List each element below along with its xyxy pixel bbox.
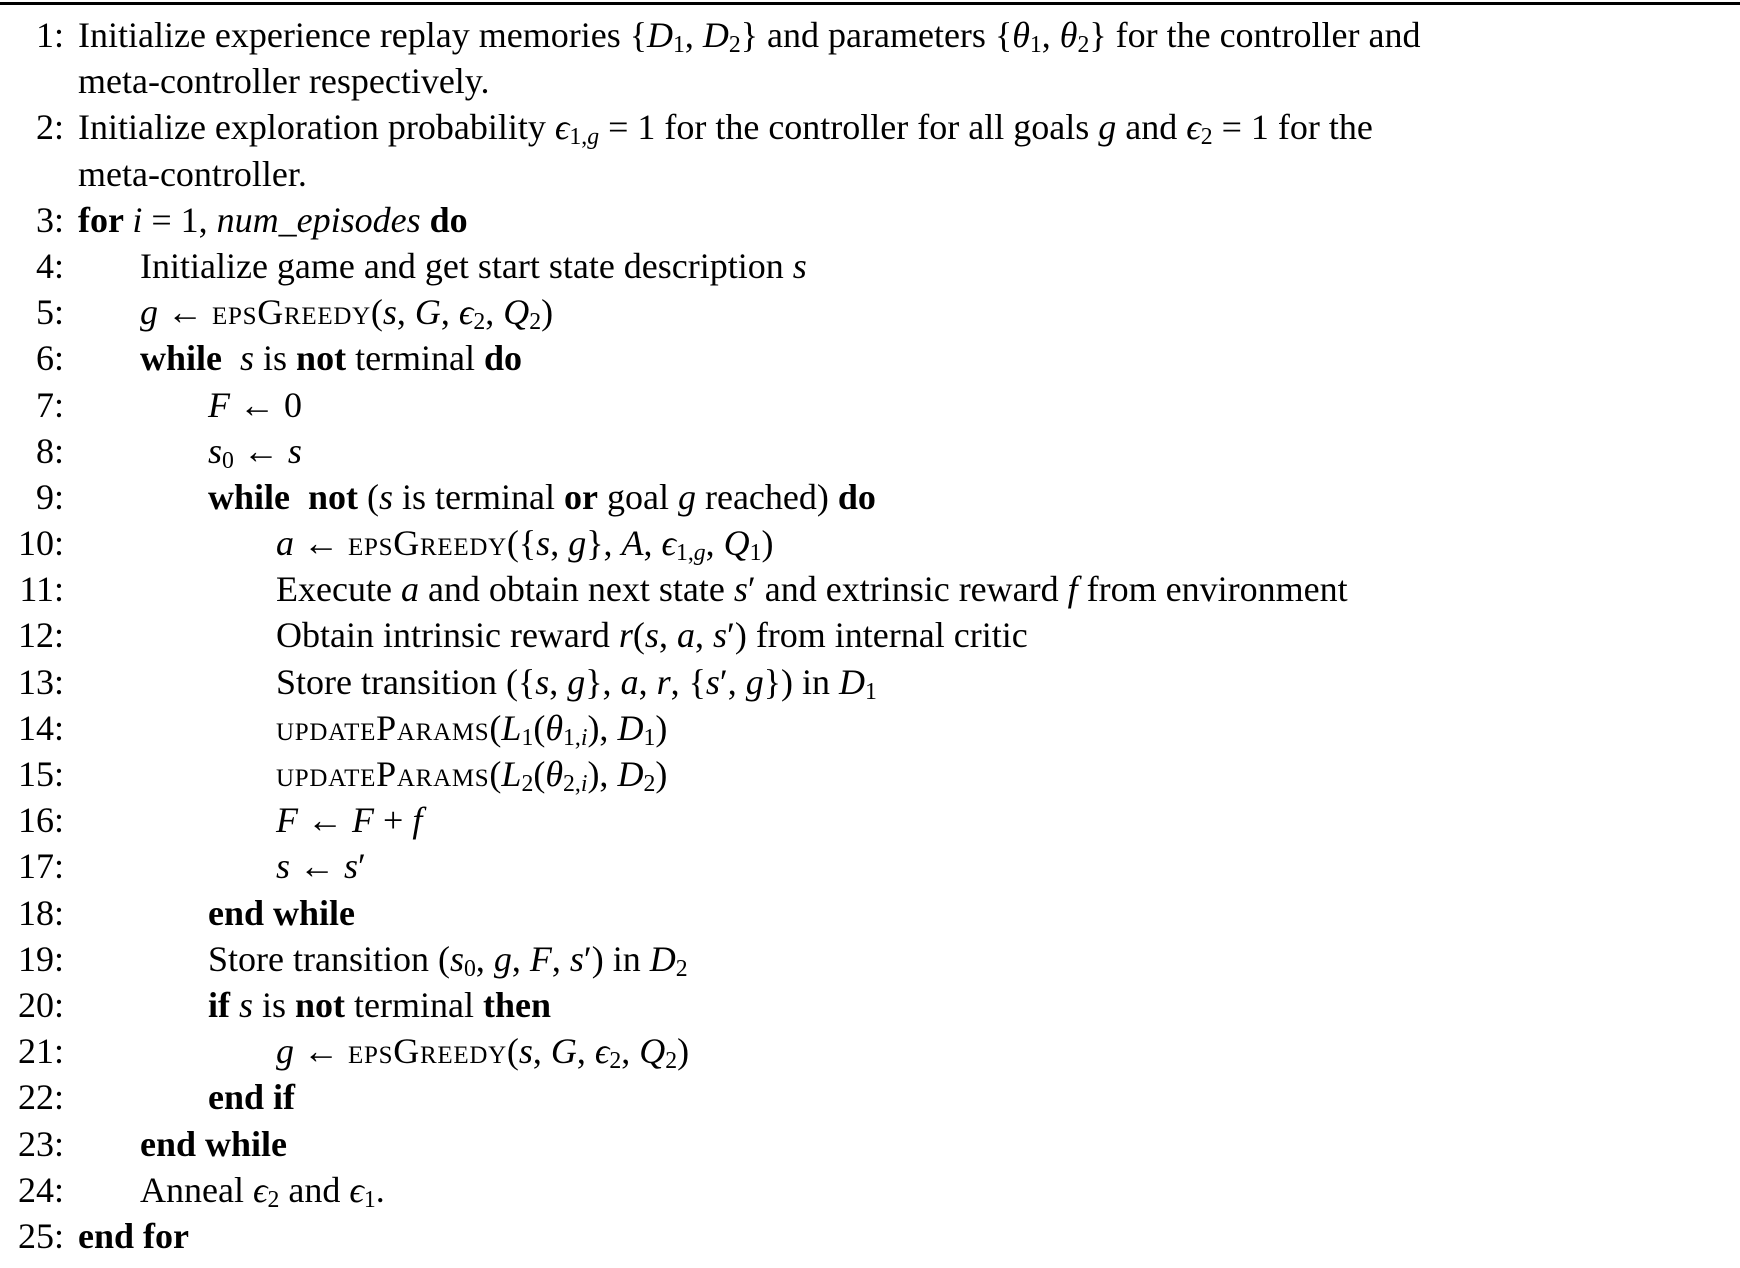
line-number: 15:: [17, 754, 64, 794]
line-number: 25:: [17, 1215, 64, 1256]
text-segment: 2: [1077, 31, 1090, 58]
text-segment: reached): [695, 476, 838, 517]
text-segment: ,: [643, 523, 662, 564]
text-segment: [421, 200, 430, 240]
algorithm-line: [0, 382, 1740, 428]
text-segment: +: [374, 800, 413, 841]
text-segment: num_episodes: [216, 199, 421, 240]
text-segment: , {: [670, 661, 706, 702]
text-segment: do: [837, 476, 876, 517]
text-segment: not: [308, 476, 359, 517]
text-segment: Q: [503, 292, 530, 333]
line-number: 13:: [17, 661, 64, 702]
text-segment: 1: [673, 31, 685, 58]
text-segment: ,: [551, 938, 570, 979]
text-segment: s: [518, 1031, 533, 1072]
text-segment: D: [649, 938, 676, 979]
text-segment: ,: [576, 1031, 595, 1072]
line-number: 9:: [35, 476, 64, 517]
text-segment: i: [580, 724, 588, 751]
text-segment: s: [287, 430, 302, 471]
text-segment: end for: [78, 1215, 189, 1256]
line-content: [78, 243, 807, 289]
text-segment: 2: [473, 308, 486, 335]
text-segment: θ: [1059, 15, 1078, 55]
text-segment: 2: [643, 770, 656, 797]
line-content: [78, 890, 355, 936]
line-number: 23:: [17, 1123, 64, 1164]
text-segment: updateParams: [276, 707, 490, 748]
algorithm-line: [0, 243, 1740, 289]
text-segment: 2: [728, 31, 741, 58]
text-segment: s: [239, 984, 254, 1025]
text-segment: not: [296, 338, 347, 379]
text-segment: ) from internal critic: [734, 615, 1028, 656]
text-segment: ,: [705, 523, 724, 564]
text-segment: ,: [638, 661, 657, 702]
text-segment: ,: [511, 938, 530, 979]
line-content: [78, 151, 307, 197]
text-segment: epsGreedy: [348, 523, 507, 564]
text-segment: ′: [583, 938, 592, 979]
text-segment: 1: [865, 678, 877, 705]
algorithm-line: [0, 659, 1740, 705]
text-segment: end while: [208, 892, 356, 933]
text-segment: a: [400, 569, 419, 610]
text-segment: D: [702, 15, 729, 55]
text-segment: 1: [1029, 31, 1042, 58]
text-segment: ) in: [591, 938, 650, 979]
text-segment: g: [568, 523, 587, 564]
text-segment: ϵ: [252, 1169, 268, 1210]
text-segment: g: [677, 476, 696, 517]
algorithm-line: [0, 289, 1740, 335]
text-segment: ′: [719, 661, 728, 702]
text-segment: meta-controller respectively.: [78, 61, 490, 102]
text-segment: } and parameters: [740, 15, 995, 55]
text-segment: s: [536, 523, 551, 564]
line-content: [78, 1074, 295, 1120]
algorithm-line: [0, 1167, 1740, 1213]
text-segment: ←: [233, 430, 288, 471]
line-number: 11:: [19, 569, 64, 610]
text-segment: s: [792, 245, 807, 286]
text-segment: i: [580, 770, 588, 797]
text-segment: a: [620, 661, 639, 702]
text-segment: 1,: [569, 124, 588, 151]
text-segment: end while: [140, 1123, 288, 1164]
text-segment: 0: [464, 955, 476, 982]
text-segment: ({: [505, 661, 536, 702]
text-segment: Anneal: [140, 1169, 253, 1210]
algorithm-line: [0, 797, 1740, 843]
text-segment: ←: [290, 846, 345, 887]
text-segment: [299, 477, 308, 517]
text-segment: a: [276, 523, 294, 564]
text-segment: s: [240, 338, 255, 379]
text-segment: g: [745, 661, 764, 702]
line-content: [78, 382, 302, 428]
line-number: 19:: [17, 938, 64, 979]
text-segment: ,: [485, 292, 504, 333]
text-segment: (: [533, 754, 546, 794]
text-segment: Store transition: [276, 661, 506, 702]
text-segment: L: [501, 754, 522, 794]
line-number: 24:: [17, 1169, 64, 1210]
algorithm-line: [0, 197, 1740, 243]
text-segment: ,: [684, 15, 703, 55]
text-segment: ): [761, 523, 774, 564]
text-segment: θ: [545, 707, 564, 748]
text-segment: goal: [598, 476, 678, 517]
text-segment: g: [493, 938, 512, 979]
text-segment: s: [535, 661, 550, 702]
text-segment: epsGreedy: [348, 1031, 507, 1072]
text-segment: ): [541, 292, 554, 333]
text-segment: g: [567, 661, 586, 702]
text-segment: θ: [1012, 15, 1030, 55]
text-segment: (: [506, 1031, 519, 1072]
text-segment: s: [208, 430, 223, 471]
text-segment: then: [483, 984, 552, 1025]
algorithm-line: [0, 12, 1740, 58]
algorithm-line: [0, 982, 1740, 1028]
algorithm-line: [0, 428, 1740, 474]
text-segment: 1: [643, 724, 656, 751]
line-content: [78, 1213, 189, 1259]
algorithm-line: [0, 936, 1740, 982]
text-segment: s: [712, 615, 727, 656]
text-segment: ): [677, 1031, 690, 1072]
text-segment: 2: [665, 1047, 678, 1074]
text-segment: D: [617, 754, 644, 794]
text-segment: = 1 for the: [1212, 107, 1373, 148]
text-segment: do: [484, 338, 523, 379]
text-segment: s: [733, 569, 748, 610]
text-segment: for: [78, 199, 133, 240]
text-segment: D: [839, 661, 866, 702]
text-segment: meta-controller.: [78, 153, 307, 194]
line-number: 2:: [35, 107, 64, 148]
text-segment: = 1,: [142, 199, 217, 240]
text-segment: 2: [521, 770, 534, 797]
algorithm-line: [0, 335, 1740, 381]
text-segment: 1: [521, 724, 534, 751]
text-segment: ϵ: [458, 292, 474, 333]
text-segment: ,: [396, 292, 415, 333]
algorithm-line: [0, 612, 1740, 658]
algorithm-line: [0, 843, 1740, 889]
text-segment: 1: [363, 1186, 376, 1213]
text-segment: ,: [550, 523, 569, 564]
text-segment: ,: [532, 1031, 551, 1072]
text-segment: 1: [749, 539, 762, 566]
text-segment: g: [587, 124, 600, 151]
text-segment: [231, 338, 240, 378]
text-segment: ←: [294, 1031, 348, 1072]
text-segment: ←: [158, 292, 212, 333]
text-segment: ϵ: [661, 523, 676, 564]
line-number: 3:: [35, 199, 64, 240]
line-content: [78, 474, 876, 520]
algorithm-line: [0, 890, 1740, 936]
algorithm-line: [0, 104, 1740, 150]
text-segment: ,: [549, 661, 568, 702]
line-number: 1:: [35, 15, 64, 55]
text-segment: Initialize game and get start state description: [140, 245, 793, 286]
text-segment: F: [208, 384, 230, 425]
line-number: 14:: [17, 707, 64, 748]
text-segment: ϵ: [594, 1031, 610, 1072]
text-segment: ): [655, 754, 668, 794]
text-segment: (: [358, 476, 380, 517]
text-segment: ),: [587, 754, 618, 794]
line-number: 18:: [17, 892, 64, 933]
text-segment: (: [489, 754, 502, 794]
line-content: [78, 843, 366, 889]
line-number: 22:: [17, 1077, 64, 1118]
text-segment: f: [412, 800, 423, 841]
line-content: [78, 335, 522, 381]
text-segment: ,: [475, 938, 494, 979]
text-segment: 2,: [563, 770, 581, 797]
text-segment: A: [621, 523, 644, 564]
line-content: [78, 566, 1348, 612]
text-segment: (: [437, 938, 450, 979]
text-segment: (: [489, 707, 502, 748]
text-segment: g: [140, 292, 158, 333]
line-number: 17:: [17, 846, 64, 887]
text-segment: g: [1098, 107, 1117, 148]
text-segment: end if: [208, 1077, 296, 1118]
text-segment: while: [208, 476, 300, 517]
text-segment: ϵ: [1186, 107, 1201, 148]
text-segment: Q: [723, 523, 750, 564]
text-segment: ←: [294, 523, 348, 564]
line-content: [78, 58, 489, 104]
text-segment: 2: [529, 308, 542, 335]
text-segment: ({: [506, 523, 537, 564]
line-content: [78, 797, 422, 843]
text-segment: s: [382, 292, 397, 333]
text-segment: epsGreedy: [212, 292, 371, 333]
text-segment: },: [586, 523, 622, 564]
text-segment: s: [705, 661, 720, 702]
text-segment: ,: [440, 292, 459, 333]
text-segment: f: [1067, 569, 1078, 610]
line-number: 16:: [17, 800, 64, 841]
text-segment: G: [414, 292, 441, 333]
text-segment: while: [140, 338, 232, 379]
text-segment: and obtain next state: [418, 569, 734, 610]
line-content: [78, 982, 551, 1028]
line-number: 6:: [35, 338, 64, 379]
text-segment: ϵ: [554, 107, 570, 148]
text-segment: },: [585, 661, 621, 702]
text-segment: }) in: [763, 661, 840, 702]
text-segment: ,: [621, 1031, 640, 1072]
text-segment: .: [375, 1169, 385, 1210]
text-segment: and: [279, 1169, 350, 1210]
text-segment: r: [656, 661, 671, 702]
text-segment: ,: [694, 615, 713, 656]
text-segment: Obtain intrinsic reward: [276, 615, 619, 656]
text-segment: Q: [639, 1031, 666, 1072]
algorithm-line: [0, 1028, 1740, 1074]
text-segment: D: [617, 707, 644, 748]
text-segment: ,: [658, 615, 677, 656]
text-segment: G: [550, 1031, 577, 1072]
text-segment: from environment: [1077, 569, 1348, 610]
text-segment: ′: [747, 569, 756, 610]
algorithm-line: [0, 520, 1740, 566]
text-segment: 0: [222, 447, 234, 474]
text-segment: Initialize exploration probability: [78, 107, 555, 148]
line-number: 20:: [17, 984, 64, 1025]
text-segment: terminal: [346, 338, 485, 379]
text-segment: ),: [587, 707, 618, 748]
line-number: 5:: [35, 292, 64, 333]
text-segment: s: [344, 846, 359, 887]
text-segment: is terminal: [393, 476, 565, 517]
algorithm-line: [0, 1074, 1740, 1120]
text-segment: Initialize experience replay memories: [78, 15, 630, 55]
text-segment: ′: [726, 615, 735, 656]
text-segment: s: [379, 476, 394, 517]
text-segment: {: [994, 15, 1013, 55]
text-segment: g: [276, 1031, 294, 1072]
line-content: [78, 197, 468, 243]
text-segment: do: [429, 199, 468, 240]
text-segment: 1,: [563, 724, 581, 751]
text-segment: F: [276, 800, 298, 841]
line-content: [78, 1121, 287, 1167]
text-segment: 2: [267, 1186, 280, 1213]
text-segment: terminal: [345, 984, 483, 1025]
text-segment: {: [629, 15, 648, 55]
text-segment: ′: [358, 846, 366, 887]
line-number: 7:: [35, 384, 64, 425]
text-segment: 2: [675, 955, 688, 982]
text-segment: s: [276, 846, 291, 887]
text-segment: F: [529, 938, 552, 979]
text-segment: i: [132, 199, 143, 240]
text-segment: r: [618, 615, 633, 656]
line-number: 21:: [17, 1031, 64, 1072]
line-number: 8:: [35, 430, 64, 471]
algorithm-line: [0, 566, 1740, 612]
text-segment: ϵ: [349, 1169, 364, 1210]
text-segment: 1,: [675, 539, 694, 566]
algorithm-line: [0, 474, 1740, 520]
text-segment: not: [295, 984, 346, 1025]
text-segment: F: [352, 800, 374, 841]
text-segment: D: [647, 15, 674, 55]
text-segment: ,: [727, 661, 746, 702]
text-segment: (: [533, 707, 546, 748]
text-segment: is: [254, 338, 297, 379]
text-segment: Store transition: [208, 938, 438, 979]
text-segment: ← 0: [230, 384, 302, 425]
line-content: [78, 612, 1028, 658]
text-segment: 2: [609, 1047, 622, 1074]
algorithm-line: [0, 1121, 1740, 1167]
text-segment: s: [644, 615, 659, 656]
text-segment: a: [676, 615, 695, 656]
text-segment: s: [449, 938, 464, 979]
text-segment: = 1 for the controller for all goals: [599, 107, 1099, 148]
line-number: 12:: [17, 615, 64, 656]
text-segment: L: [501, 707, 522, 748]
text-segment: and extrinsic reward: [755, 569, 1068, 610]
line-number: 4:: [35, 245, 64, 286]
text-segment: or: [564, 476, 598, 517]
text-segment: updateParams: [276, 754, 490, 794]
algorithm-line: [0, 751, 1740, 797]
algorithm-body: [0, 5, 1740, 1259]
text-segment: 2: [1200, 124, 1213, 151]
text-segment: ,: [1041, 15, 1060, 55]
text-segment: ←: [298, 800, 352, 841]
text-segment: if: [208, 984, 239, 1025]
text-segment: is: [253, 984, 296, 1025]
text-segment: s: [569, 938, 584, 979]
text-segment: (: [370, 292, 383, 333]
line-number: 10:: [17, 523, 64, 564]
text-segment: (: [632, 615, 645, 656]
text-segment: } for the controller and: [1089, 15, 1421, 55]
text-segment: Execute: [276, 569, 401, 610]
text-segment: and: [1116, 107, 1187, 148]
text-segment: g: [693, 539, 706, 566]
text-segment: θ: [545, 754, 564, 794]
text-segment: ): [655, 707, 668, 748]
